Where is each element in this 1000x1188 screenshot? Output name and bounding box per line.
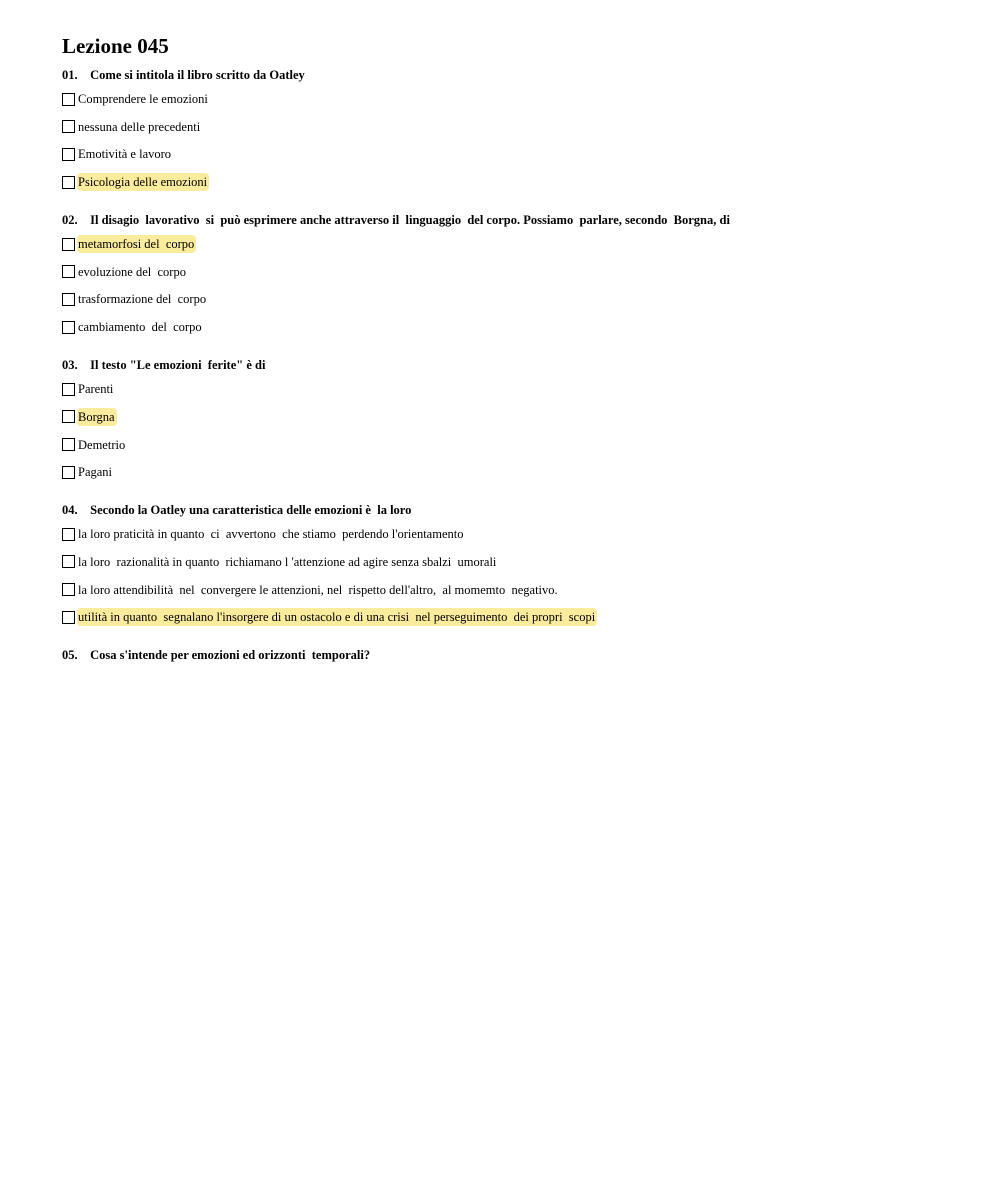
answer-option[interactable] [62,117,962,137]
question-text [62,502,962,518]
answer-checkbox[interactable] [62,265,75,278]
question-text [62,212,962,228]
question-label: Come si intitola il libro scritto da Oatley [90,68,305,82]
answer-option[interactable] [62,89,962,109]
question-04 [62,502,962,627]
answer-label-highlighted: Psicologia delle emozioni [78,175,208,190]
question-03 [62,357,962,482]
answer-label: trasformazione del corpo [78,292,207,307]
question-number: 03. [62,358,78,373]
answer-option[interactable] [62,262,962,282]
answer-option[interactable] [62,435,962,455]
answer-checkbox[interactable] [62,438,75,451]
answer-option[interactable] [62,607,962,627]
question-label: Il testo "Le emozioni ferite" è di [90,358,266,373]
answer-label: Emotività e lavoro [78,147,172,162]
answer-checkbox[interactable] [62,321,75,334]
answer-checkbox[interactable] [62,410,75,423]
answer-label: la loro praticità in quanto ci avvertono che stiamo perdendo l'orientamento [78,527,464,542]
question-label: Secondo la Oatley una caratteristica delle emozioni è la loro [90,503,412,518]
answer-checkbox[interactable] [62,583,75,596]
answer-option[interactable] [62,407,962,427]
answer-label: Pagani [78,465,113,480]
answer-checkbox[interactable] [62,238,75,251]
question-text [62,357,962,373]
answer-option[interactable] [62,172,962,192]
answer-label: la loro razionalità in quanto richiamano l 'attenzione ad agire senza sbalzi umorali [78,554,497,569]
answer-label: Comprendere le emozioni [78,92,208,106]
answer-checkbox[interactable] [62,611,75,624]
question-05 [62,647,962,663]
question-number: 02. [62,213,78,228]
answer-option[interactable] [62,580,962,600]
question-label: Cosa s'intende per emozioni ed orizzonti temporali? [90,648,371,663]
answer-option[interactable] [62,317,962,337]
answer-label: la loro attendibilità nel convergere le attenzioni, nel rispetto dell'altro, al momemto negativo. [78,582,558,597]
answer-label-highlighted: Borgna [78,409,115,424]
lesson-title: Lezione 045 [62,34,169,58]
answer-option[interactable] [62,462,962,482]
answer-label-highlighted: metamorfosi del corpo [78,237,195,252]
answer-option[interactable] [62,524,962,544]
answer-option[interactable] [62,234,962,254]
answer-checkbox[interactable] [62,383,75,396]
answer-checkbox[interactable] [62,148,75,161]
answer-option[interactable] [62,289,962,309]
question-label: Il disagio lavorativo si può esprimere anche attraverso il linguaggio del corpo. Possiamo parlare, secondo Borgna, di [90,213,730,228]
answer-checkbox[interactable] [62,293,75,306]
question-number: 01. [62,68,78,82]
question-number: 04. [62,503,78,518]
answer-option[interactable] [62,144,962,164]
answer-option[interactable] [62,379,962,399]
answer-checkbox[interactable] [62,528,75,541]
answer-checkbox[interactable] [62,120,75,133]
question-01 [62,67,962,192]
answer-checkbox[interactable] [62,466,75,479]
question-number: 05. [62,648,78,663]
answer-checkbox[interactable] [62,555,75,568]
answer-checkbox[interactable] [62,93,75,106]
answer-label: evoluzione del corpo [78,264,186,279]
question-02 [62,212,962,337]
answer-label-highlighted: utilità in quanto segnalano l'insorgere di un ostacolo e di una crisi nel perseguimento dei propri scopi [78,610,596,625]
answer-label: Demetrio [78,437,126,452]
answer-label: cambiamento del corpo [78,320,202,335]
answer-checkbox[interactable] [62,176,75,189]
answer-label: nessuna delle precedenti [78,119,201,134]
document-page [62,34,962,683]
answer-label: Parenti [78,382,114,397]
question-text [62,67,962,83]
question-text [62,647,962,663]
answer-option[interactable] [62,552,962,572]
